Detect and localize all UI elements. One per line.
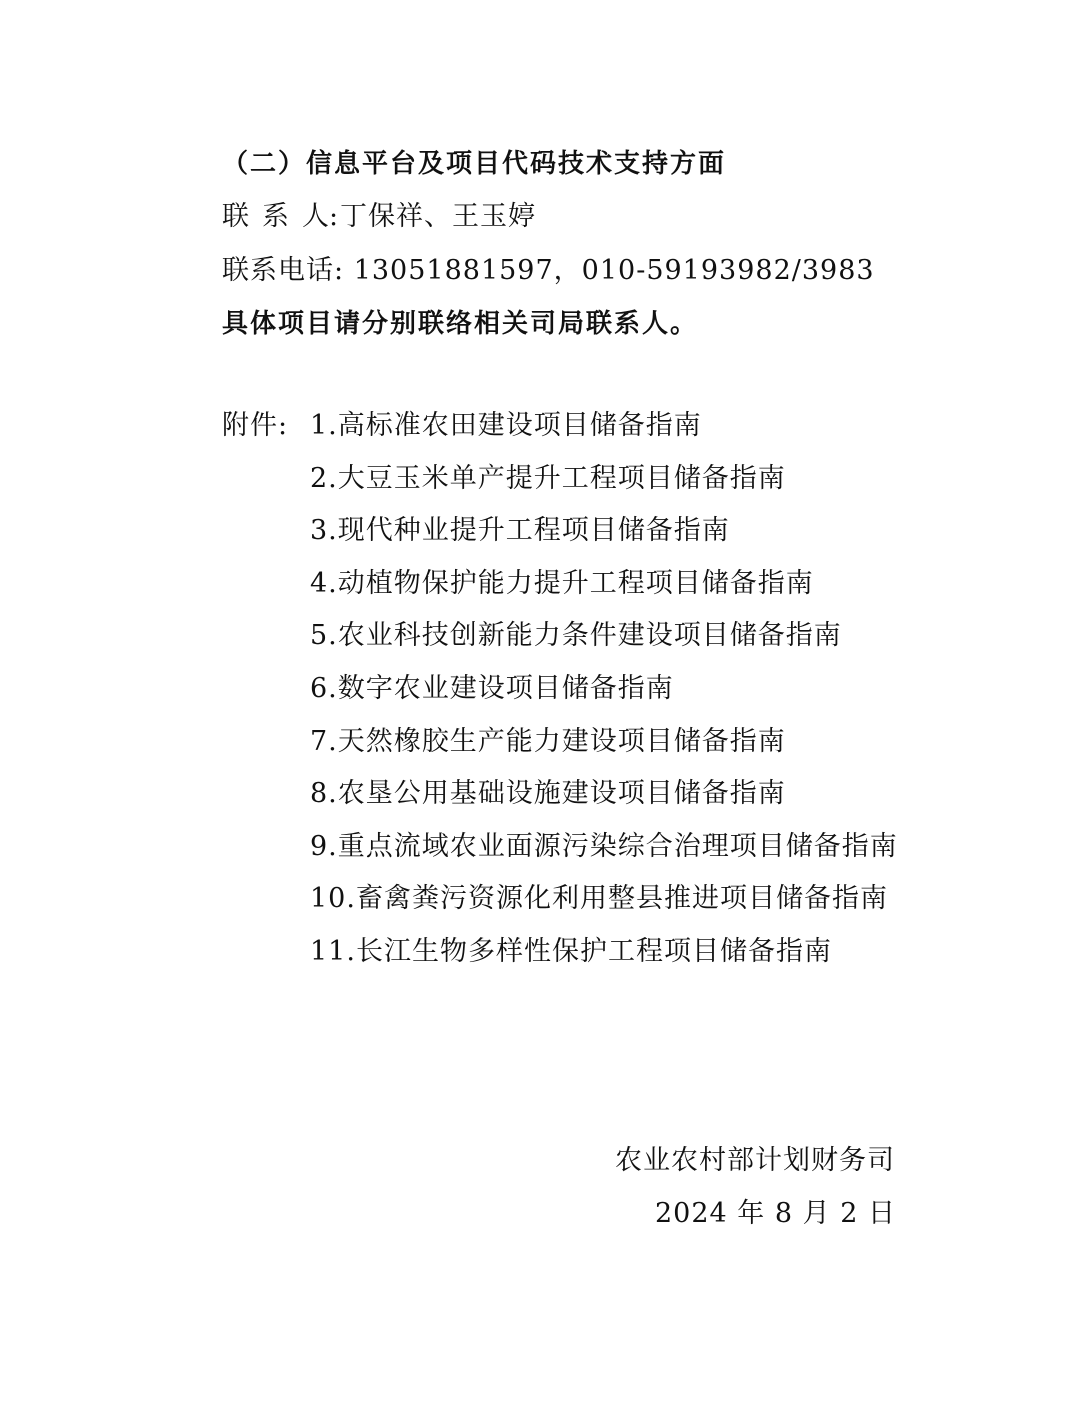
contact-line [222,200,536,234]
attachment-item-1: 1.高标准农田建设项目储备指南 [310,410,702,441]
phone-label: 联系电话: [222,255,345,286]
attachment-item-5: 5.农业科技创新能力条件建设项目储备指南 [310,620,842,652]
contact-label-char-1: 联 [222,201,249,232]
attachment-item-2: 2.大豆玉米单产提升工程项目储备指南 [310,462,786,494]
attachment-item-3: 3.现代种业提升工程项目储备指南 [310,515,730,547]
attachment-item-10: 10.畜禽粪污资源化利用整县推进项目储备指南 [310,883,888,915]
contact-label-char-3: 人: [302,201,339,232]
attachment-item-11: 11.长江生物多样性保护工程项目储备指南 [310,935,832,967]
attachments-label: 附件: [222,410,289,441]
attachment-item-6: 6.数字农业建设项目储备指南 [310,672,674,704]
phone-numbers: 13051881597，010-59193982/3983 [353,255,875,286]
contact-label-char-2: 系 [262,201,289,232]
contact-names: 丁保祥、王玉婷 [340,201,536,232]
signature-date: 2024 年 8 月 2 日 [655,1198,896,1229]
attachment-item-8: 8.农垦公用基础设施建设项目储备指南 [310,778,786,810]
contact-label [222,200,340,234]
attachment-item-4: 4.动植物保护能力提升工程项目储备指南 [310,567,814,599]
signature-organization: 农业农村部计划财务司 [615,1145,895,1176]
attachment-item-7: 7.天然橡胶生产能力建设项目储备指南 [310,725,786,757]
phone-line [222,254,875,288]
attachments-list [310,409,898,988]
contact-note: 具体项目请分别联络相关司局联系人。 [222,309,699,339]
section-heading: （二）信息平台及项目代码技术支持方面 [222,149,727,179]
attachment-item-9: 9.重点流域农业面源污染综合治理项目储备指南 [310,830,898,862]
